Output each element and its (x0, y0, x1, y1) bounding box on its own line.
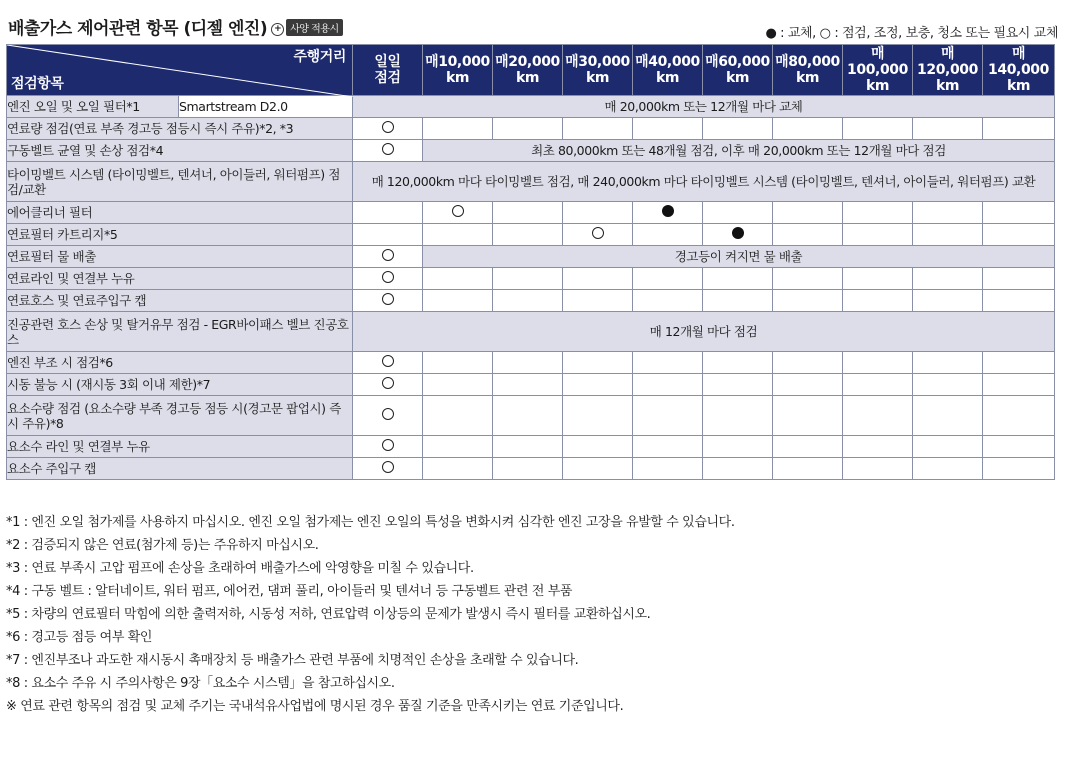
col-interval: 매30,000 km (563, 45, 633, 96)
interval-cell (563, 290, 633, 312)
row-daily-cell (353, 268, 423, 290)
interval-cell (633, 374, 703, 396)
interval-cell (843, 374, 913, 396)
col-daily (353, 45, 423, 96)
row-daily-cell (353, 118, 423, 140)
page-header (8, 6, 1070, 40)
interval-cell (773, 436, 843, 458)
row-daily-cell (353, 202, 423, 224)
row-daily-cell (353, 396, 423, 436)
title-text: 배출가스 제어관련 항목 (디젤 엔진) (8, 19, 268, 39)
interval-cell (633, 202, 703, 224)
footnote: *3 : 연료 부족시 고압 펌프에 손상을 초래하여 배출가스에 악영향을 미칠 수 있습니다. (6, 561, 474, 576)
check-mark (382, 249, 394, 261)
table-row (7, 290, 1055, 312)
interval-cell (563, 118, 633, 140)
interval-cell (843, 290, 913, 312)
interval-cell (633, 224, 703, 246)
table-row (7, 118, 1055, 140)
spec-badge: 사양 적용시 (286, 19, 342, 36)
check-mark (382, 143, 394, 155)
interval-cell (913, 396, 983, 436)
footnote: *2 : 검증되지 않은 연료(첨가제 등)는 주유하지 마십시오. (6, 538, 319, 553)
interval-cell (983, 290, 1055, 312)
interval-cell (423, 352, 493, 374)
row-daily-cell (353, 374, 423, 396)
row-daily-cell (353, 458, 423, 480)
interval-cell (493, 436, 563, 458)
row-sub-label: Smartstream D2.0 (179, 96, 353, 118)
check-mark (382, 439, 394, 451)
col-interval: 매100,000 km (843, 45, 913, 96)
interval-cell (703, 352, 773, 374)
row-span-text: 매 12개월 마다 점검 (353, 312, 1055, 352)
table-header-row (7, 45, 1055, 96)
row-item-label: 시동 불능 시 (재시동 3회 이내 제한)*7 (7, 374, 353, 396)
interval-cell (983, 118, 1055, 140)
col-interval: 매80,000 km (773, 45, 843, 96)
interval-cell (913, 374, 983, 396)
interval-cell (983, 224, 1055, 246)
table-row (7, 374, 1055, 396)
interval-cell (913, 224, 983, 246)
interval-cell (983, 458, 1055, 480)
interval-cell (423, 458, 493, 480)
replace-mark (662, 205, 674, 217)
check-mark (382, 408, 394, 420)
row-daily-cell (353, 224, 423, 246)
interval-cell (913, 458, 983, 480)
interval-cell (703, 436, 773, 458)
interval-cell (913, 268, 983, 290)
table-row (7, 202, 1055, 224)
table-row (7, 458, 1055, 480)
table-row (7, 352, 1055, 374)
corner-item-label: 점검항목 (11, 76, 64, 92)
interval-cell (843, 458, 913, 480)
interval-cell (633, 396, 703, 436)
interval-cell (983, 374, 1055, 396)
interval-cell (773, 396, 843, 436)
row-item-label: 요소수 라인 및 연결부 누유 (7, 436, 353, 458)
table-row (7, 396, 1055, 436)
interval-cell (913, 352, 983, 374)
table-row (7, 224, 1055, 246)
interval-cell (633, 268, 703, 290)
row-item-label: 요소수량 점검 (요소수량 부족 경고등 점등 시(경고문 팝업시) 즉시 주유)*8 (7, 396, 353, 436)
interval-cell (773, 224, 843, 246)
interval-cell (563, 352, 633, 374)
col-interval: 매10,000 km (423, 45, 493, 96)
row-item-label: 연료필터 카트리지*5 (7, 224, 353, 246)
interval-cell (493, 118, 563, 140)
interval-cell (563, 458, 633, 480)
row-item-label: 에어클리너 필터 (7, 202, 353, 224)
interval-cell (493, 268, 563, 290)
col-interval: 매140,000 km (983, 45, 1055, 96)
table-row (7, 246, 1055, 268)
interval-cell (423, 118, 493, 140)
check-mark (452, 205, 464, 217)
interval-cell (633, 290, 703, 312)
table-body (7, 96, 1055, 480)
page-title (8, 14, 343, 39)
interval-cell (493, 202, 563, 224)
interval-cell (563, 268, 633, 290)
col-interval: 매60,000 km (703, 45, 773, 96)
check-mark (382, 293, 394, 305)
row-daily-cell (353, 290, 423, 312)
interval-cell (983, 352, 1055, 374)
check-mark (382, 377, 394, 389)
row-item-label: 구동벨트 균열 및 손상 점검*4 (7, 140, 353, 162)
col-interval: 매40,000 km (633, 45, 703, 96)
interval-cell (563, 374, 633, 396)
interval-cell (633, 458, 703, 480)
legend: ● : 교체, ○ : 점검, 조정, 보충, 청소 또는 필요시 교체 (765, 26, 1058, 41)
interval-cell (563, 202, 633, 224)
plus-icon: + (271, 23, 284, 36)
interval-cell (423, 436, 493, 458)
interval-cell (843, 118, 913, 140)
interval-cell (423, 202, 493, 224)
interval-cell (773, 352, 843, 374)
check-mark (382, 461, 394, 473)
interval-cell (563, 396, 633, 436)
interval-cell (913, 118, 983, 140)
row-item-label: 요소수 주입구 캡 (7, 458, 353, 480)
check-mark (382, 355, 394, 367)
row-item-label: 엔진 부조 시 점검*6 (7, 352, 353, 374)
interval-cell (703, 458, 773, 480)
interval-cell (703, 396, 773, 436)
row-span-text: 매 120,000km 마다 타이밍벨트 점검, 매 240,000km 마다 타이밍벨트 시스템 (타이밍벨트, 텐셔너, 아이들러, 워터펌프) 교환 (353, 162, 1055, 202)
interval-cell (703, 118, 773, 140)
table-row (7, 268, 1055, 290)
interval-cell (493, 396, 563, 436)
row-span-text: 경고등이 켜지면 물 배출 (423, 246, 1055, 268)
table-row (7, 140, 1055, 162)
row-item-label: 연료필터 물 배출 (7, 246, 353, 268)
interval-cell (843, 224, 913, 246)
interval-cell (633, 352, 703, 374)
interval-cell (493, 224, 563, 246)
col-interval: 매20,000 km (493, 45, 563, 96)
interval-cell (773, 458, 843, 480)
interval-cell (633, 436, 703, 458)
interval-cell (843, 436, 913, 458)
interval-cell (703, 268, 773, 290)
row-daily-cell (353, 246, 423, 268)
interval-cell (983, 396, 1055, 436)
footnote: *1 : 엔진 오일 첨가제를 사용하지 마십시오. 엔진 오일 첨가제는 엔진 오일의 특성을 변화시켜 심각한 엔진 고장을 유발할 수 있습니다. (6, 515, 735, 530)
maintenance-table (6, 44, 1055, 480)
interval-cell (703, 224, 773, 246)
check-mark (382, 121, 394, 133)
footnote: *7 : 엔진부조나 과도한 재시동시 촉매장치 등 배출가스 관련 부품에 치명적인 손상을 초래할 수 있습니다. (6, 653, 579, 668)
footnote: *6 : 경고등 점등 여부 확인 (6, 630, 153, 645)
col-daily-line2: 점검 (374, 70, 401, 86)
interval-cell (843, 268, 913, 290)
interval-cell (843, 396, 913, 436)
check-mark (382, 271, 394, 283)
table-row (7, 436, 1055, 458)
interval-cell (843, 352, 913, 374)
replace-mark (732, 227, 744, 239)
interval-cell (913, 436, 983, 458)
interval-cell (913, 202, 983, 224)
interval-cell (983, 202, 1055, 224)
footnote: *4 : 구동 벨트 : 알터네이트, 워터 펌프, 에어컨, 댐퍼 풀리, 아이들러 및 텐셔너 등 구동벨트 관련 전 부품 (6, 584, 573, 599)
interval-cell (983, 268, 1055, 290)
interval-cell (773, 374, 843, 396)
interval-cell (773, 290, 843, 312)
corner-distance-label: 주행거리 (293, 49, 346, 65)
interval-cell (493, 352, 563, 374)
table-row (7, 312, 1055, 352)
interval-cell (913, 290, 983, 312)
row-item-label: 연료량 점검(연료 부족 경고등 점등시 즉시 주유)*2, *3 (7, 118, 353, 140)
row-item-label: 엔진 오일 및 오일 필터*1 (7, 96, 179, 118)
interval-cell (563, 436, 633, 458)
interval-cell (773, 202, 843, 224)
interval-cell (703, 290, 773, 312)
interval-cell (423, 290, 493, 312)
footnote: ※ 연료 관련 항목의 점검 및 교체 주기는 국내석유사업법에 명시된 경우 품질 기준을 만족시키는 연료 기준입니다. (6, 699, 624, 714)
interval-cell (493, 290, 563, 312)
row-item-label: 타이밍벨트 시스템 (타이밍벨트, 텐셔너, 아이들러, 워터펌프) 점검/교환 (7, 162, 353, 202)
table-row (7, 96, 1055, 118)
col-interval: 매120,000 km (913, 45, 983, 96)
footnote: *8 : 요소수 주유 시 주의사항은 9장「요소수 시스템」을 참고하십시오. (6, 676, 395, 691)
row-span-text: 최초 80,000km 또는 48개월 점검, 이후 매 20,000km 또는 12개월 마다 점검 (423, 140, 1055, 162)
row-daily-cell (353, 352, 423, 374)
interval-cell (633, 118, 703, 140)
interval-cell (773, 118, 843, 140)
interval-cell (773, 268, 843, 290)
interval-cell (843, 202, 913, 224)
check-mark (592, 227, 604, 239)
col-daily-line1: 일일 (374, 54, 401, 70)
corner-header (7, 45, 353, 96)
row-item-label: 연료라인 및 연결부 누유 (7, 268, 353, 290)
interval-cell (423, 374, 493, 396)
table-row (7, 162, 1055, 202)
interval-cell (703, 374, 773, 396)
interval-cell (423, 224, 493, 246)
interval-cell (423, 396, 493, 436)
row-span-text: 매 20,000km 또는 12개월 마다 교체 (353, 96, 1055, 118)
row-daily-cell (353, 436, 423, 458)
footnotes (6, 511, 1066, 718)
interval-cell (493, 374, 563, 396)
footnote: *5 : 차량의 연료필터 막힘에 의한 출력저하, 시동성 저하, 연료압력 이상등의 문제가 발생시 즉시 필터를 교환하십시오. (6, 607, 651, 622)
interval-cell (983, 436, 1055, 458)
interval-cell (563, 224, 633, 246)
interval-cell (493, 458, 563, 480)
row-item-label: 연료호스 및 연료주입구 캡 (7, 290, 353, 312)
interval-cell (423, 268, 493, 290)
interval-cell (703, 202, 773, 224)
row-item-label: 진공관련 호스 손상 및 탈거유무 점검 - EGR바이패스 벨브 진공호스 (7, 312, 353, 352)
row-daily-cell (353, 140, 423, 162)
